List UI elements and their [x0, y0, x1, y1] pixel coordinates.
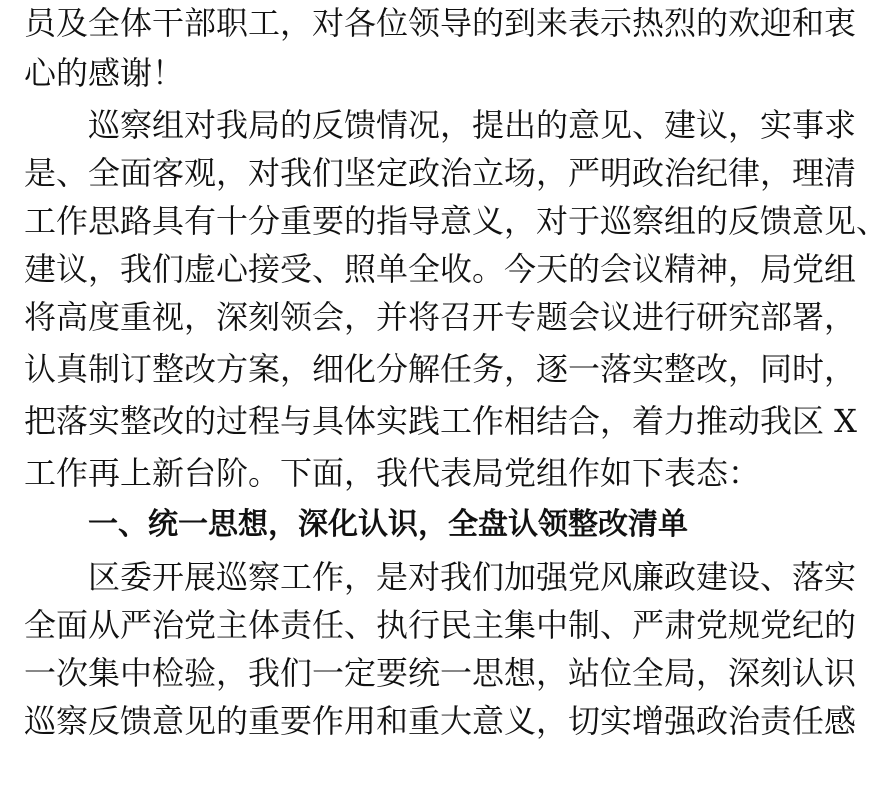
feedback-line-6: 认真制订整改方案，细化分解任务，逐一落实整改，同时， — [24, 350, 857, 388]
feedback-line-3: 工作思路具有十分重要的指导意义，对于巡察组的反馈意见、 — [24, 202, 888, 240]
section-one-line-3: 一次集中检验，我们一定要统一思想，站位全局，深刻认识 — [24, 654, 857, 692]
intro-line-2: 心的感谢！ — [24, 54, 185, 92]
section-one-heading: 一、统一思想，深化认识，全盘认领整改清单 — [88, 507, 688, 542]
feedback-line-1: 巡察组对我局的反馈情况，提出的意见、建议，实事求 — [88, 106, 857, 144]
intro-line-1: 员及全体干部职工，对各位领导的到来表示热烈的欢迎和衷 — [24, 4, 857, 42]
feedback-line-5: 将高度重视，深刻领会，并将召开专题会议进行研究部署， — [24, 298, 857, 336]
feedback-line-8: 工作再上新台阶。下面，我代表局党组作如下表态： — [24, 454, 761, 492]
feedback-line-2: 是、全面客观，对我们坚定政治立场，严明政治纪律，理清 — [24, 154, 857, 192]
section-one-line-1: 区委开展巡察工作，是对我们加强党风廉政建设、落实 — [88, 558, 857, 596]
section-one-line-2: 全面从严治党主体责任、执行民主集中制、严肃党规党纪的 — [24, 606, 857, 644]
feedback-line-7: 把落实整改的过程与具体实践工作相结合，着力推动我区 X — [24, 402, 857, 440]
feedback-line-4: 建议，我们虚心接受、照单全收。今天的会议精神，局党组 — [24, 250, 857, 288]
section-one-line-4: 巡察反馈意见的重要作用和重大意义，切实增强政治责任感 — [24, 702, 857, 740]
